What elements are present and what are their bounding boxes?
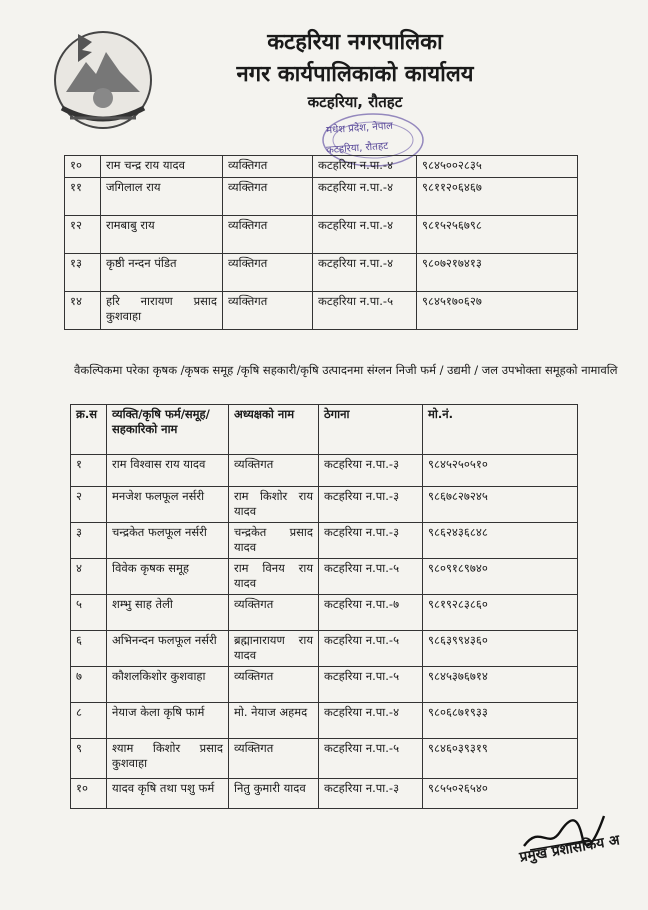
office-title: नगर कार्यपालिकाको कार्यालय <box>236 62 474 87</box>
address-cell: कटहरिया न.पा.-४ <box>319 703 423 739</box>
name-cell: रामबाबु राय <box>101 216 223 254</box>
address-cell: कटहरिया न.पा.-७ <box>319 595 423 631</box>
address-cell: कटहरिया न.पा.-५ <box>313 292 417 330</box>
header-serial: क्र.स <box>71 405 107 455</box>
header-phone: मो.नं. <box>423 405 578 455</box>
table-row <box>71 667 578 703</box>
serial-cell: १० <box>71 779 107 809</box>
phone-cell: ९८१५२५६७९८ <box>417 216 578 254</box>
phone-cell: ९८६२४३६८४८ <box>423 523 578 559</box>
phone-cell: ९८११२०६४६७ <box>417 178 578 216</box>
name-cell: नेयाज केला कृषि फार्म <box>107 703 229 739</box>
phone-cell: ९८०६८७१९३३ <box>423 703 578 739</box>
header-chairperson: अध्यक्षको नाम <box>229 405 319 455</box>
table-row <box>65 156 578 178</box>
chairperson-cell: व्यक्तिगत <box>229 739 319 779</box>
section-description: वैकल्पिकमा परेका कृषक /कृषक समूह /कृषि सहकारी/कृषि उत्पादनमा संग्लन निजी फर्म / उद्यमी / जल उपभोक्ता समूहको नामावलि <box>74 363 618 377</box>
office-location: कटहरिया, रौतहट <box>307 93 403 111</box>
address-cell: कटहरिया न.पा.-४ <box>313 178 417 216</box>
address-cell: कटहरिया न.पा.-३ <box>319 779 423 809</box>
name-cell: अभिनन्दन फलफूल नर्सरी <box>107 631 229 667</box>
name-cell: शम्भु साह तेली <box>107 595 229 631</box>
table-row <box>71 595 578 631</box>
address-cell: कटहरिया न.पा.-५ <box>319 631 423 667</box>
table-row <box>65 216 578 254</box>
header-name: व्यक्ति/कृषि फर्म/समूह/सहकारिको नाम <box>107 405 229 455</box>
phone-cell: ९८०७२१७४१३ <box>417 254 578 292</box>
phone-cell: ९८४६०३९३१९ <box>423 739 578 779</box>
table-row <box>71 631 578 667</box>
name-cell: जगिलाल राय <box>101 178 223 216</box>
type-cell: व्यक्तिगत <box>223 216 313 254</box>
header-address: ठेगाना <box>319 405 423 455</box>
chairperson-cell: चन्द्रकेत प्रसाद यादव <box>229 523 319 559</box>
phone-cell: ९८६७८२७२४५ <box>423 487 578 523</box>
serial-cell: ६ <box>71 631 107 667</box>
type-cell: व्यक्तिगत <box>223 254 313 292</box>
name-cell: राम विश्वास राय यादव <box>107 455 229 487</box>
phone-cell: ९८४५१७०६२७ <box>417 292 578 330</box>
address-cell: कटहरिया न.पा.-३ <box>319 455 423 487</box>
serial-cell: १२ <box>65 216 101 254</box>
address-cell: कटहरिया न.पा.-३ <box>319 523 423 559</box>
table-row <box>71 739 578 779</box>
phone-cell: ९८४५००२८३५ <box>417 156 578 178</box>
address-cell: कटहरिया न.पा.-५ <box>319 667 423 703</box>
serial-cell: ८ <box>71 703 107 739</box>
government-emblem-icon <box>48 22 158 132</box>
serial-cell: ७ <box>71 667 107 703</box>
table-row <box>65 254 578 292</box>
phone-cell: ९८४५२५०५१० <box>423 455 578 487</box>
name-cell: श्याम किशोर प्रसाद कुशवाहा <box>107 739 229 779</box>
serial-cell: २ <box>71 487 107 523</box>
phone-cell: ९८५५०२६५४० <box>423 779 578 809</box>
serial-cell: ४ <box>71 559 107 595</box>
name-cell: विवेक कृषक समूह <box>107 559 229 595</box>
stamp-text-line: मधेश प्रदेश, नेपाल <box>325 120 394 137</box>
chairperson-cell: व्यक्तिगत <box>229 455 319 487</box>
phone-cell: ९८१९२८३८६० <box>423 595 578 631</box>
phone-cell: ९८०९१८९७४० <box>423 559 578 595</box>
name-cell: हरि नारायण प्रसाद कुशवाहा <box>101 292 223 330</box>
address-cell: कटहरिया न.पा.-४ <box>313 156 417 178</box>
chairperson-cell: नितु कुमारी यादव <box>229 779 319 809</box>
table-row <box>71 487 578 523</box>
table-row <box>71 559 578 595</box>
name-cell: कृष्ठी नन्दन पंडित <box>101 254 223 292</box>
table-row <box>71 523 578 559</box>
address-cell: कटहरिया न.पा.-५ <box>319 559 423 595</box>
chairperson-cell: मो. नेयाज अहमद <box>229 703 319 739</box>
type-cell: व्यक्तिगत <box>223 156 313 178</box>
table-row <box>71 779 578 809</box>
name-cell: चन्द्रकेत फलफूल नर्सरी <box>107 523 229 559</box>
municipality-title: कटहरिया नगरपालिका <box>267 30 443 55</box>
address-cell: कटहरिया न.पा.-५ <box>319 739 423 779</box>
serial-cell: १० <box>65 156 101 178</box>
phone-cell: ९८६३९९४३६० <box>423 631 578 667</box>
address-cell: कटहरिया न.पा.-४ <box>313 216 417 254</box>
chairperson-cell: व्यक्तिगत <box>229 595 319 631</box>
serial-cell: ११ <box>65 178 101 216</box>
name-cell: मनजेश फलफूल नर्सरी <box>107 487 229 523</box>
table-row <box>65 292 578 330</box>
signatory-title: प्रमुख प्रशासकिय अ <box>518 832 621 866</box>
table-row <box>71 703 578 739</box>
serial-cell: ३ <box>71 523 107 559</box>
chairperson-cell: व्यक्तिगत <box>229 667 319 703</box>
phone-cell: ९८४५३७६७१४ <box>423 667 578 703</box>
name-cell: यादव कृषि तथा पशु फर्म <box>107 779 229 809</box>
type-cell: व्यक्तिगत <box>223 292 313 330</box>
chairperson-cell: राम विनय राय यादव <box>229 559 319 595</box>
table-row <box>65 178 578 216</box>
chairperson-cell: राम किशोर राय यादव <box>229 487 319 523</box>
table-row <box>71 455 578 487</box>
serial-cell: ९ <box>71 739 107 779</box>
stamp-text-line: कटहरिया, रौतहट <box>325 140 389 157</box>
name-cell: राम चन्द्र राय यादव <box>101 156 223 178</box>
serial-cell: १३ <box>65 254 101 292</box>
address-cell: कटहरिया न.पा.-४ <box>313 254 417 292</box>
address-cell: कटहरिया न.पा.-३ <box>319 487 423 523</box>
table-header-row <box>71 405 578 455</box>
chairperson-cell: ब्रह्मानारायण राय यादव <box>229 631 319 667</box>
serial-cell: १४ <box>65 292 101 330</box>
type-cell: व्यक्तिगत <box>223 178 313 216</box>
alternative-applicant-table <box>70 404 578 809</box>
name-cell: कौशलकिशोर कुशवाहा <box>107 667 229 703</box>
serial-cell: १ <box>71 455 107 487</box>
serial-cell: ५ <box>71 595 107 631</box>
applicant-table-continued <box>64 155 578 330</box>
